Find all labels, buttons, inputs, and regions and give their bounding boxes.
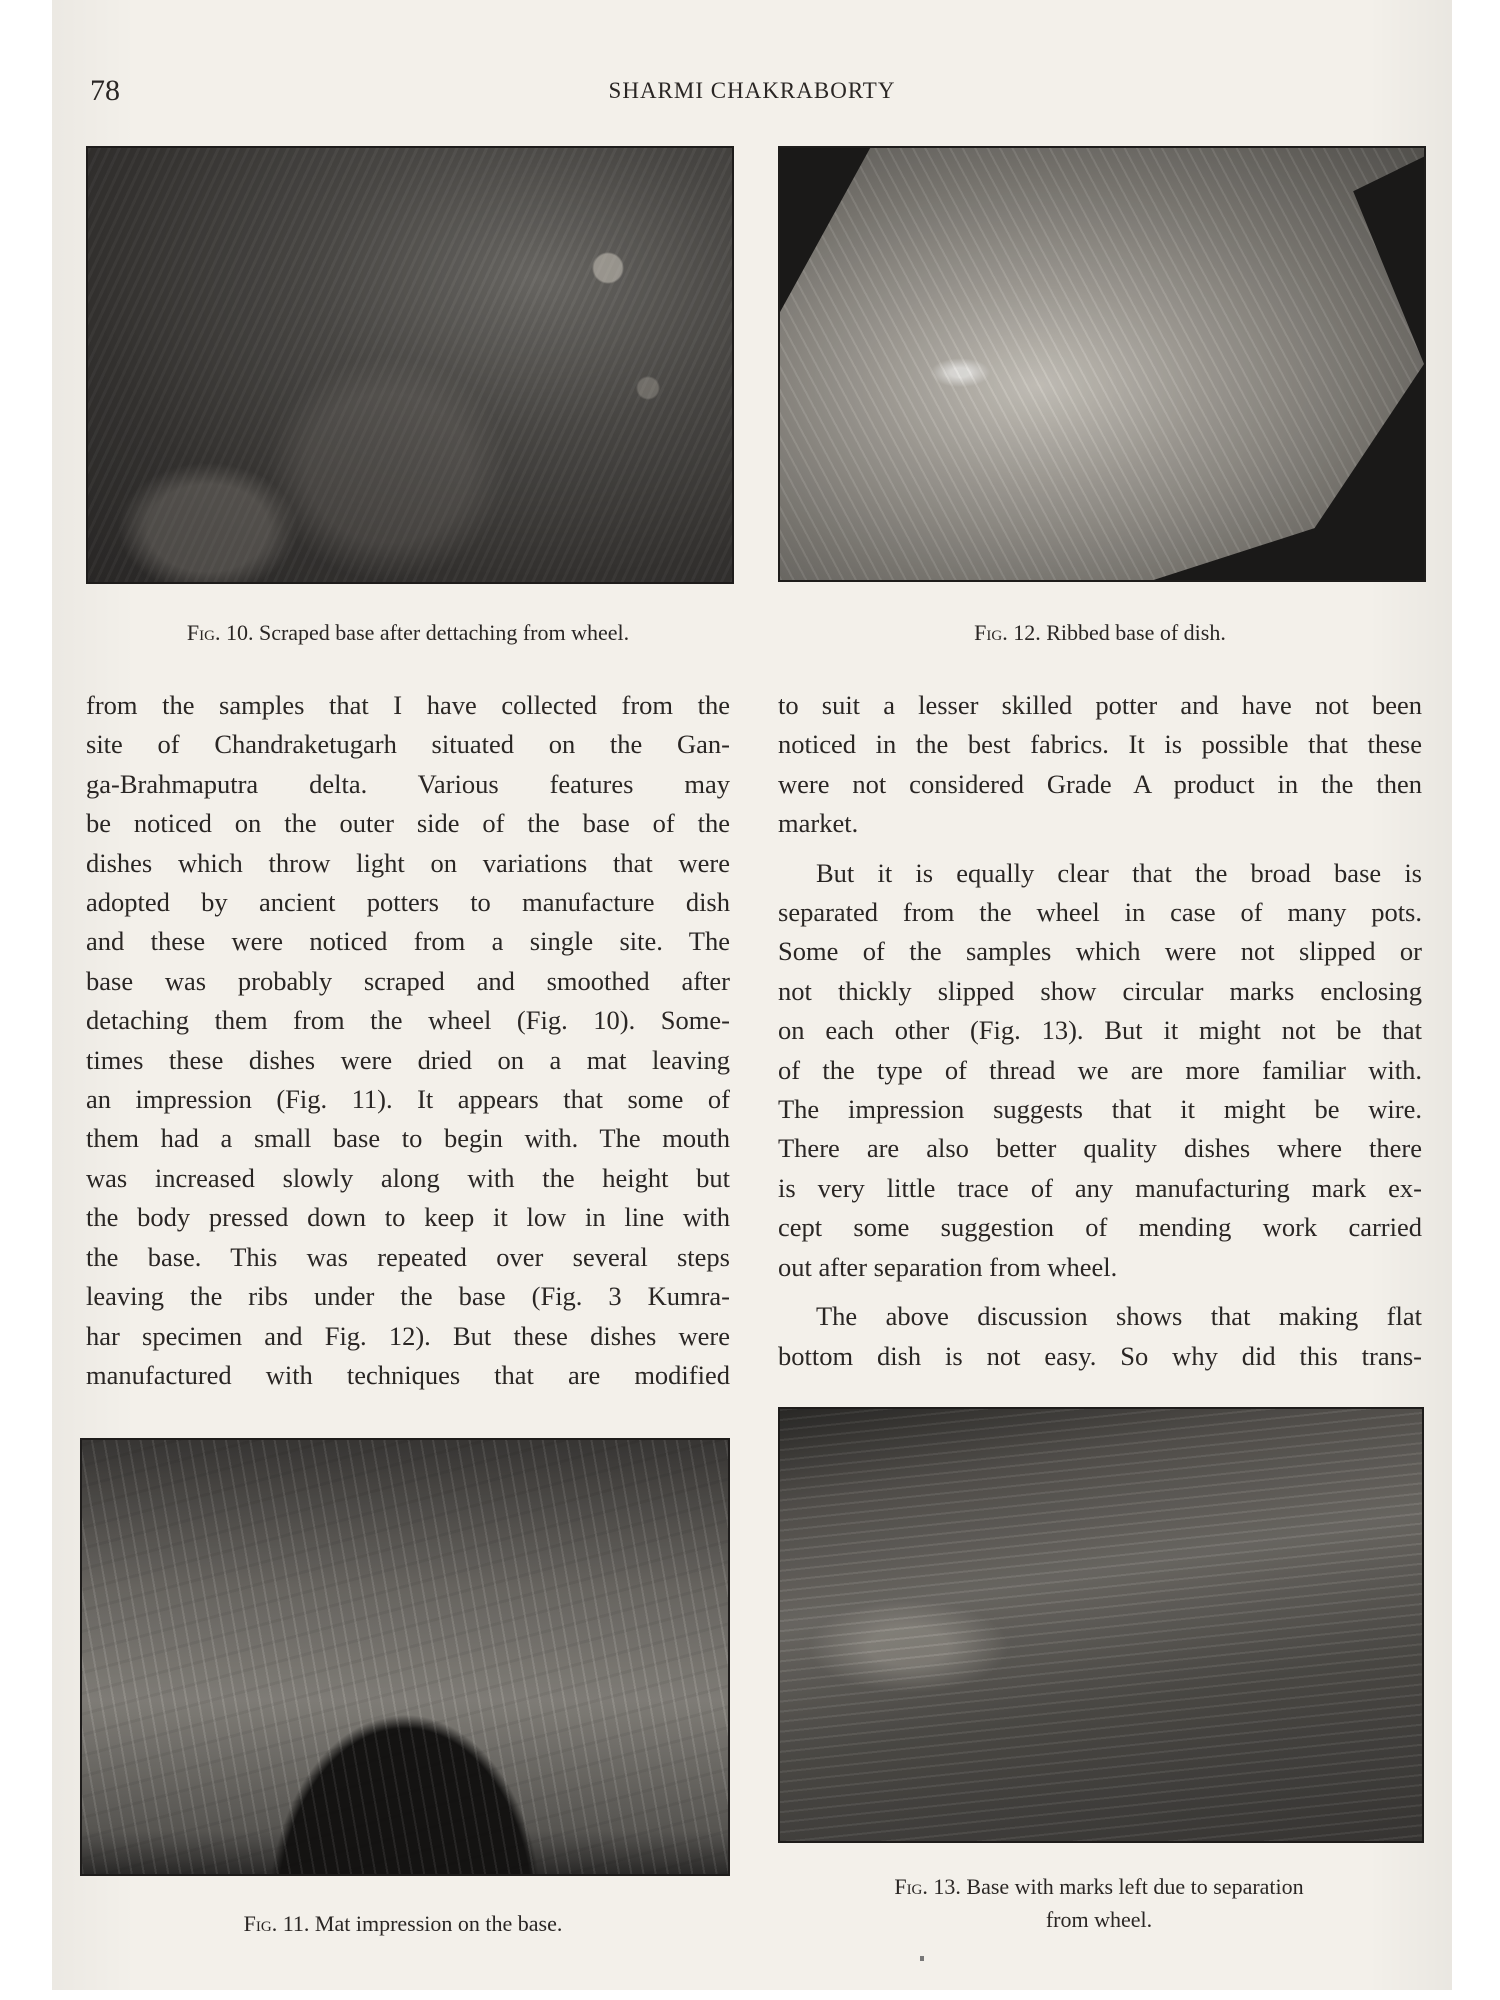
right-line: noticed in the best fabrics. It is possible that these [778,729,1422,760]
figure-11-caption [80,1907,726,1940]
figure-11-photo [80,1438,730,1876]
right-line: on each other (Fig. 13). But it might not be that [778,1015,1422,1046]
figure-11-label: Fig [243,1911,272,1936]
left-line: an impression (Fig. 11). It appears that some of [86,1084,730,1115]
left-line: the base. This was repeated over several steps [86,1241,730,1272]
right-line: were not considered Grade A product in the then [778,768,1422,799]
figure-12-text: . 12. Ribbed base of dish. [1002,620,1226,645]
figure-11-texture [82,1440,728,1874]
right-line: separated from the wheel in case of many pots. [778,897,1422,928]
right-line: But it is equally clear that the broad base is [816,857,1422,888]
figure-13-photo [778,1407,1424,1843]
running-head: SHARMI CHAKRABORTY [608,78,896,103]
figure-12-photo [778,146,1426,582]
book-page [52,0,1452,1990]
left-line: ga-Brahmaputra delta. Various features may [86,768,730,799]
figure-13-caption [778,1870,1420,1936]
right-line: Some of the samples which were not slipped or [778,936,1422,967]
figure-12-texture [780,148,1424,580]
left-line: the body pressed down to keep it low in line with [86,1202,730,1233]
left-line: and these were noticed from a single site. The [86,926,730,957]
figure-10-caption [86,616,730,649]
left-line: manufactured with techniques that are modified [86,1359,730,1390]
figure-10-texture [88,148,732,582]
figure-11-text: . 11. Mat impression on the base. [271,1911,563,1936]
right-line: market. [778,808,859,839]
figure-13-text-line1: . 13. Base with marks left due to separation [922,1874,1304,1899]
figure-12-caption [778,616,1422,649]
left-line: was increased slowly along with the height but [86,1162,730,1193]
left-line: from the samples that I have collected from the [86,690,730,720]
paper-speck [920,1956,924,1961]
page-number: 78 [90,74,120,107]
figure-12-label: Fig [974,620,1003,645]
right-line: to suit a lesser skilled potter and have not been [778,690,1422,720]
right-line: not thickly slipped show circular marks enclosing [778,975,1422,1006]
left-line: times these dishes were dried on a mat leaving [86,1044,730,1075]
right-line: bottom dish is not easy. So why did this trans- [778,1340,1422,1371]
left-line: leaving the ribs under the base (Fig. 3 Kumra- [86,1281,730,1312]
right-line: There are also better quality dishes where there [778,1133,1422,1164]
right-line: of the type of thread we are more familiar with. [778,1054,1422,1085]
right-line: is very little trace of any manufacturing mark ex- [778,1172,1422,1203]
left-line: adopted by ancient potters to manufacture dish [86,887,730,918]
figure-13-label: Fig [894,1874,923,1899]
left-line: base was probably scraped and smoothed after [86,965,730,996]
left-line: har specimen and Fig. 12). But these dishes were [86,1320,730,1351]
right-text-column [778,686,1422,1376]
left-line: dishes which throw light on variations that were [86,847,730,878]
left-line: site of Chandraketugarh situated on the Gan- [86,729,730,760]
right-line: out after separation from wheel. [778,1251,1118,1282]
left-line: be noticed on the outer side of the base of the [86,808,730,839]
figure-10-photo [86,146,734,584]
figure-10-label: Fig [186,620,215,645]
right-line: cept some suggestion of mending work carried [778,1212,1422,1243]
right-line: The impression suggests that it might be wire. [778,1094,1422,1125]
figure-10-text: . 10. Scraped base after dettaching from wheel. [214,620,630,645]
right-line: The above discussion shows that making flat [816,1301,1422,1332]
left-text-column [86,686,730,1395]
figure-13-texture [780,1409,1422,1841]
figure-13-text-line2: from wheel. [1045,1907,1153,1932]
left-line: them had a small base to begin with. The mouth [86,1123,730,1154]
left-line: detaching them from the wheel (Fig. 10). Some- [86,1005,730,1036]
